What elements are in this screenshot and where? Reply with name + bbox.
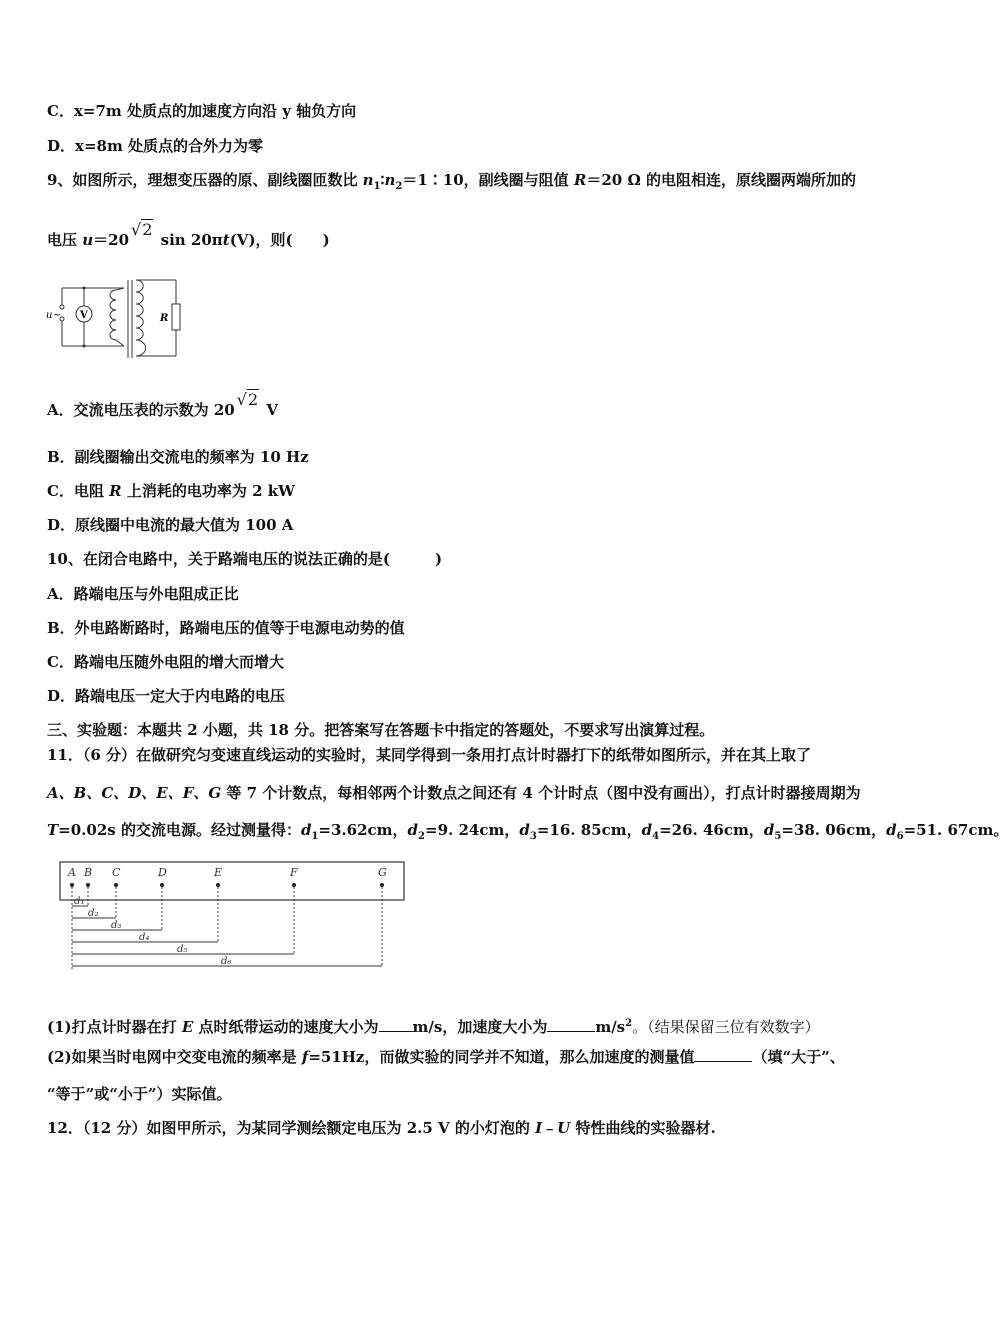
fig-u-label: u: [46, 310, 53, 321]
q10-option-c: C．路端电压随外电阻的增大而增大: [47, 653, 284, 671]
fig-resistor-label: R: [160, 313, 169, 324]
q9-option-a: A．交流电压表的示数为 20√2 V: [47, 390, 279, 419]
tape-dot: [380, 883, 384, 887]
q9-R: R: [573, 171, 587, 189]
q9-n1: n: [362, 171, 374, 189]
q8-option-c: C．x=7m 处质点的加速度方向沿 y 轴负方向: [47, 102, 357, 120]
q10-option-d: D．路端电压一定大于内电路的电压: [47, 687, 286, 705]
tape-point-label: C: [112, 866, 121, 879]
q9-stem-text: ＝1∶10，副线圈与阻值: [402, 171, 574, 189]
tape-dot: [70, 883, 74, 887]
tape-point-label: D: [158, 866, 167, 879]
q10-stem: 10、在闭合电路中，关于路端电压的说法正确的是( ): [47, 550, 443, 568]
fig-voltmeter-label: V: [80, 310, 88, 321]
q9-stem-line1: [47, 170, 856, 197]
tape-dot: [292, 883, 296, 887]
q9-u: u: [82, 231, 94, 249]
tape-dot: [216, 883, 220, 887]
tape-point-label: E: [214, 866, 223, 879]
q9-stem-text: (V)，则( ): [229, 231, 330, 249]
dim-label: d₄: [139, 932, 150, 943]
q10-option-a: A．路端电压与外电阻成正比: [47, 585, 239, 603]
q11-stem-line3: T=0.02s 的交流电源。经过测量得：$d_1=3.62cm$，$d_2=9$. 24cm，$d_3=16$. 85cm，$d_4=26$. 46cm，$d_5=38$. 06cm，$d_6=51$. 67cm。: [47, 821, 1008, 842]
tape-dot: [160, 883, 164, 887]
q8-option-d: D．x=8m 处质点的合外力为零: [47, 137, 264, 155]
transformer-circuit-diagram: [44, 276, 184, 362]
tape-point-label: F: [290, 866, 298, 879]
q9-t: t: [222, 231, 230, 249]
tape-dot: [86, 883, 90, 887]
q9-n2-sub: 2: [395, 181, 403, 192]
tape-dot: [114, 883, 118, 887]
tape-point-label: B: [84, 866, 93, 879]
section-3-heading: 三、实验题：本题共 2 小题，共 18 分。把答案写在答题卡中指定的答题处，不要求写出演算过程。: [47, 721, 715, 739]
dim-label: d₆: [221, 956, 232, 967]
q11-stem-line2: A、B、C、D、E、F、G 等 7 个计数点，每相邻两个计数点之间还有 4 个计时点（图中没有画出），打点计时器接周期为: [47, 784, 861, 802]
dim-label: d₂: [88, 908, 99, 919]
q9-stem-text: 电压: [47, 231, 83, 249]
q9-stem-line2: [47, 220, 330, 250]
q9-stem-text: ＝20: [93, 231, 130, 249]
q9-option-d: D．原线圈中电流的最大值为 100 A: [47, 516, 294, 534]
q9-n2: n: [384, 171, 396, 189]
q9-stem-text: ＝20 Ω 的电阻相连，原线圈两端所加的: [586, 171, 857, 189]
paper-tape-diagram: [56, 860, 411, 978]
dim-label: d₃: [111, 920, 122, 931]
q11-part2-line2: “等于”或“小于”）实际值。: [47, 1085, 232, 1103]
q11-stem-line1: 11．（6 分）在做研究匀变速直线运动的实验时，某同学得到一条用打点计时器打下的纸带如图所示，并在其上取了: [47, 746, 812, 764]
q9-option-b: B．副线圈输出交流电的频率为 10 Hz: [47, 448, 309, 466]
sqrt-symbol: √2: [131, 220, 153, 239]
dim-label: d₁: [74, 896, 85, 907]
answer-blank-velocity[interactable]: [379, 1017, 413, 1032]
q11-part2: (2)如果当时电网中交变电流的频率是 f=51Hz，而做实验的同学并不知道，那么加速度的测量值 （填“大于”、: [47, 1048, 845, 1066]
q10-option-b: B．外电路断路时，路端电压的值等于电源电动势的值: [47, 619, 405, 637]
q9-colon: ∶: [380, 171, 385, 189]
tape-points: [67, 866, 387, 887]
sqrt-symbol: √2: [236, 390, 259, 409]
q9-option-c: C．电阻 R 上消耗的电功率为 2 kW: [47, 482, 295, 500]
q11-part1: (1)打点计时器在打 E 点时纸带运动的速度大小为 m/s，加速度大小为 $m/s^2$。（结果保留三位有效数字）: [47, 1018, 820, 1036]
q12-stem: 12．（12 分）如图甲所示，为某同学测绘额定电压为 2.5 V 的小灯泡的 I﹣U 特性曲线的实验器材.: [47, 1119, 716, 1137]
q9-n1-sub: 1: [373, 181, 381, 192]
fig-ac-source-symbol: ~: [53, 310, 62, 321]
q9-stem-text: 9、如图所示，理想变压器的原、副线圈匝数比: [47, 171, 363, 189]
q9-stem-text: sin 20π: [155, 231, 223, 249]
tape-point-label: G: [378, 866, 387, 879]
answer-blank-acceleration[interactable]: [547, 1017, 595, 1032]
answer-blank-measurement[interactable]: [694, 1047, 752, 1062]
tape-point-label: A: [68, 866, 76, 879]
q11-points: A、B、C、D、E、F、G: [47, 784, 222, 802]
dim-label: d₅: [177, 944, 188, 955]
